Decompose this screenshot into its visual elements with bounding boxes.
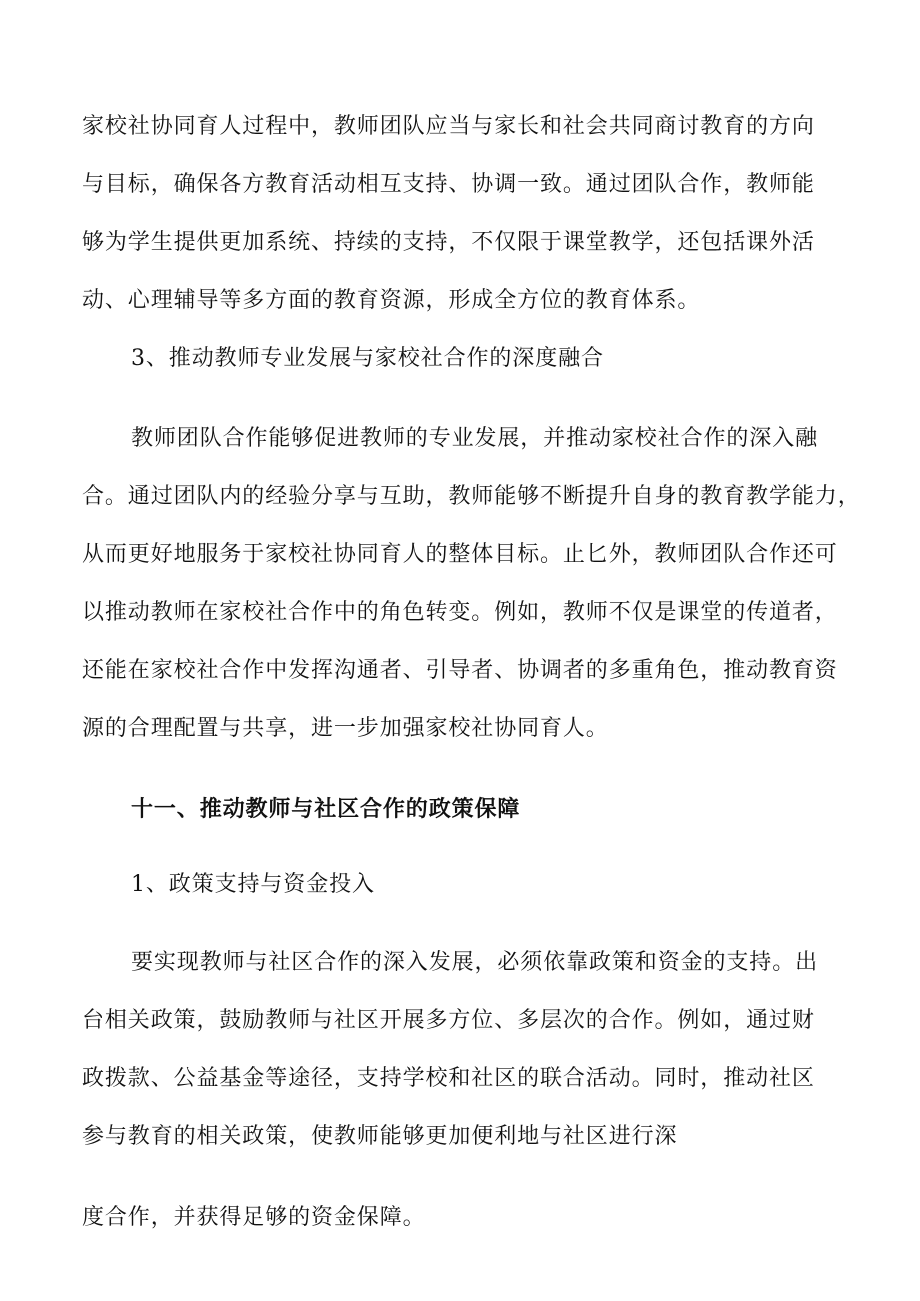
subheading-1: 1、政策支持与资金投入 xyxy=(131,872,375,897)
paragraph-2-line-4: 以推动教师在家校社合作中的角色转变。例如，教师不仅是课堂的传道者， xyxy=(82,600,838,625)
paragraph-3-line-2: 台相关政策，鼓励教师与社区开展多方位、多层次的合作。例如，通过财 xyxy=(82,1008,815,1033)
paragraph-1-line-1: 家校社协同育人过程中，教师团队应当与家长和社会共同商讨教育的方向 xyxy=(82,114,815,139)
paragraph-2-line-5: 还能在家校社合作中发挥沟通者、引导者、协调者的多重角色，推动教育资 xyxy=(82,658,838,683)
paragraph-1-line-3: 够为学生提供更加系统、持续的支持，不仅限于课堂教学，还包括课外活 xyxy=(82,230,815,255)
paragraph-3-line-3: 政拨款、公益基金等途径，支持学校和社区的联合活动。同时，推动社区 xyxy=(82,1066,815,1091)
paragraph-2-line-6: 源的合理配置与共享，进一步加强家校社协同育人。 xyxy=(82,716,609,741)
paragraph-1-line-2: 与目标，确保各方教育活动相互支持、协调一致。通过团队合作，教师能 xyxy=(82,172,815,197)
paragraph-2-line-1: 教师团队合作能够促进教师的专业发展，并推动家校社合作的深入融 xyxy=(131,426,819,451)
paragraph-3-line-4: 参与教育的相关政策，使教师能够更加便利地与社区进行深 xyxy=(82,1124,678,1149)
subheading-3: 3、推动教师专业发展与家校社合作的深度融合 xyxy=(131,346,604,371)
paragraph-3-tail: 度合作，并获得足够的资金保障。 xyxy=(82,1205,426,1230)
paragraph-3-line-1: 要实现教师与社区合作的深入发展，必须依靠政策和资金的支持。出 xyxy=(131,950,819,975)
paragraph-2-line-3: 从而更好地服务于家校社协同育人的整体目标。止匕外，教师团队合作还可 xyxy=(82,542,838,567)
paragraph-2-line-2: 合。通过团队内的经验分享与互助，教师能够不断提升自身的教育教学能力， xyxy=(82,484,861,509)
section-heading-11: 十一、推动教师与社区合作的政策保障 xyxy=(131,796,521,822)
paragraph-1-line-4: 动、心理辅导等多方面的教育资源，形成全方位的教育体系。 xyxy=(82,288,701,313)
